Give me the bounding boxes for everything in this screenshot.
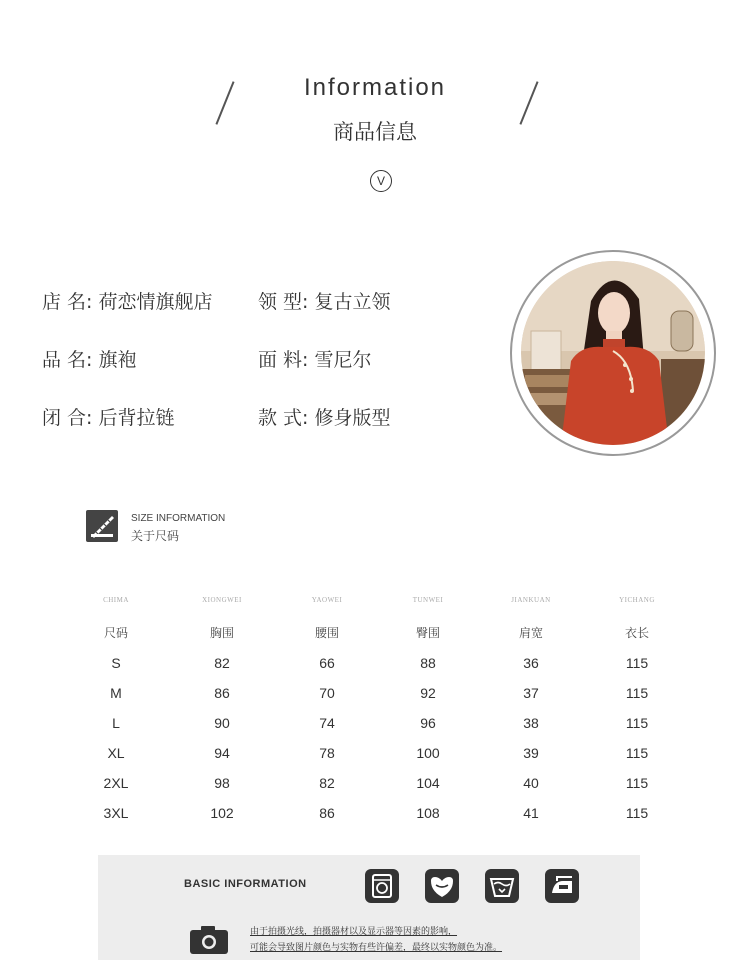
table-cell: 74 [319,715,335,731]
table-row [0,745,750,765]
table-cell: 78 [319,745,335,761]
pinyin-yichang: YICHANG [619,596,655,604]
info-collar-label: 领 型: [258,291,309,313]
table-cell: 94 [214,745,230,761]
table-cell: M [110,685,122,701]
table-pinyin-row [0,596,750,616]
table-row [0,655,750,675]
table-cell: 82 [319,775,335,791]
table-cell: 41 [523,805,539,821]
table-row [0,805,750,825]
table-cell: 86 [319,805,335,821]
table-cell: 98 [214,775,230,791]
v-badge-icon: V [370,170,392,192]
info-shop [42,287,213,314]
disclaimer-line-1: 由于拍摄光线，拍摄器材以及显示器等因素的影响， [250,927,458,937]
washing-machine-icon [365,869,399,903]
basic-info-panel [98,855,640,960]
disclaimer-line-2: 可能会导致图片颜色与实物有些许偏差，最终以实物颜色为准。 [250,943,503,953]
table-cell: 115 [625,775,649,791]
header-chest: 胸围 [209,626,234,640]
table-cell: 104 [416,775,440,791]
header-shoulder: 肩宽 [518,626,543,640]
header-length: 衣长 [624,626,649,640]
title-english: Information [303,74,447,101]
info-style-value: 修身版型 [314,407,391,429]
table-cell: 86 [214,685,230,701]
info-closure-label: 闭 合: [42,407,93,429]
table-cell: 102 [210,805,234,821]
table-cell: 37 [523,685,539,701]
table-cell: 115 [625,745,649,761]
iron-icon [545,869,579,903]
camera-icon [188,923,230,955]
header-hip: 臀围 [415,626,440,640]
table-cell: 2XL [103,775,129,791]
info-shop-value: 荷恋情旗舰店 [98,291,213,313]
table-header-row [0,624,750,644]
table-cell: 115 [625,805,649,821]
wash-basin-icon [485,869,519,903]
table-cell: 115 [625,655,649,671]
info-fabric-label: 面 料: [258,349,309,371]
info-fabric [258,345,372,372]
basic-info-title: BASIC INFORMATION [184,878,307,890]
table-cell: 88 [420,655,436,671]
info-style-label: 款 式: [258,407,309,429]
pinyin-jiankuan: JIANKUAN [511,596,551,604]
info-product [42,345,137,372]
info-collar-value: 复古立领 [314,291,391,313]
header-size: 尺码 [103,626,128,640]
header-waist: 腰围 [314,626,339,640]
info-shop-label: 店 名: [42,291,93,313]
table-cell: 100 [416,745,440,761]
info-closure [42,403,175,430]
table-row [0,775,750,795]
model-portrait-image [521,261,705,445]
pinyin-yaowei: YAOWEI [311,596,343,604]
table-cell: 3XL [103,805,129,821]
table-cell: 39 [523,745,539,761]
table-cell: 115 [625,715,649,731]
info-style [258,403,391,430]
table-cell: 82 [214,655,230,671]
size-info-title-cn: 关于尺码 [131,529,180,543]
info-collar [258,287,391,314]
pinyin-tunwei: TUNWEI [412,596,444,604]
info-product-value: 旗袍 [98,349,137,371]
table-row [0,715,750,735]
table-cell: 92 [420,685,436,701]
pinyin-xiongwei: XIONGWEI [202,596,242,604]
pinyin-chima: CHIMA [103,596,129,604]
table-cell: 66 [319,655,335,671]
info-product-label: 品 名: [42,349,93,371]
size-info-title-en: SIZE INFORMATION [131,513,226,524]
hand-wash-icon [425,869,459,903]
table-cell: 96 [420,715,436,731]
table-cell: 38 [523,715,539,731]
table-cell: 115 [625,685,649,701]
table-cell: S [111,655,121,671]
info-closure-value: 后背拉链 [98,407,175,429]
table-cell: XL [107,745,125,761]
table-row [0,685,750,705]
table-cell: 108 [416,805,440,821]
table-cell: L [112,715,120,731]
table-cell: 70 [319,685,335,701]
table-cell: 90 [214,715,230,731]
ruler-icon [86,510,118,542]
info-fabric-value: 雪尼尔 [314,349,372,371]
table-cell: 40 [523,775,539,791]
title-chinese: 商品信息 [333,120,417,144]
table-cell: 36 [523,655,539,671]
